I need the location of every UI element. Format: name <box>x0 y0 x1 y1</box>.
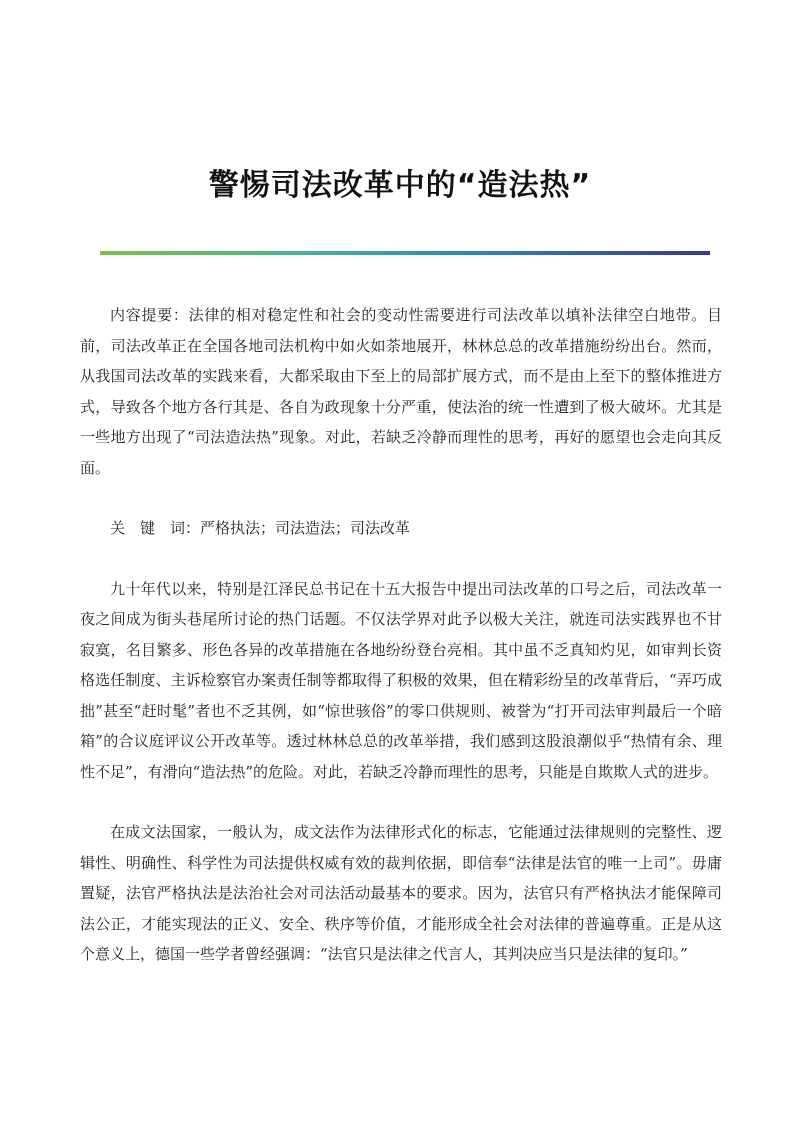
abstract-label: 内容提要： <box>110 306 189 324</box>
body-paragraph-2: 在成文法国家，一般认为，成文法作为法律形式化的标志，它能通过法律规则的完整性、逻辑性、明确性、科学性为司法提供权威有效的裁判依据，即信奉“法律是法官的唯一上司”。毋庸置疑，法官严格执法是法治社会对司法活动最基本的要求。因为，法官只有严格执法才能保障司法公正，才能实现法的正义、安全、秩序等价值，才能形成全社会对法律的普遍尊重。正是从这个意义上，德国一些学者曾经强调：“法官只是法律之代言人，其判决应当只是法律的复印。” <box>80 823 722 963</box>
title-divider <box>100 251 710 255</box>
body-paragraph-1: 九十年代以来，特别是江泽民总书记在十五大报告中提出司法改革的口号之后，司法改革一夜之间成为街头巷尾所讨论的热门话题。不仅法学界对此予以极大关注，就连司法实践界也不甘寂寞，名目繁多、形色各异的改革措施在各地纷纷登台亮相。其中虽不乏真知灼见，如审判长资格选任制度、主诉检察官办案责任制等都取得了积极的效果，但在精彩纷呈的改革背后，“弄巧成拙”甚至“赶时髦”者也不乏其例，如“惊世骇俗”的零口供规则、被誉为“打开司法审判最后一个暗箱”的合议庭评议公开改革等。透过林林总总的改革举措，我们感到这股浪潮似乎“热情有余、理性不足”，有滑向“造法热”的危险。对此，若缺乏冷静而理性的思考，只能是自欺欺人式的进步。 <box>80 579 722 781</box>
document-title: 警惕司法改革中的“造法热” <box>208 168 592 203</box>
keywords-label: 关 键 词： <box>110 519 201 537</box>
abstract-paragraph <box>80 300 722 483</box>
abstract-text: 法律的相对稳定性和社会的变动性需要进行司法改革以填补法律空白地带。目前，司法改革正在全国各地司法机构中如火如荼地展开，林林总总的改革措施纷纷出台。然而，从我国司法改革的实践来看，大都采取由下至上的局部扩展方式，而不是由上至下的整体推进方式，导致各个地方各行其是、各自为政现象十分严重，使法治的统一性遭到了极大破坏。尤其是一些地方出现了“司法造法热”现象。对此，若缺乏冷静而理性的思考，再好的愿望也会走向其反面。 <box>80 306 722 477</box>
keywords-text: 严格执法；司法造法；司法改革 <box>200 519 411 537</box>
keywords-paragraph <box>80 513 722 544</box>
document-body <box>80 300 722 1000</box>
